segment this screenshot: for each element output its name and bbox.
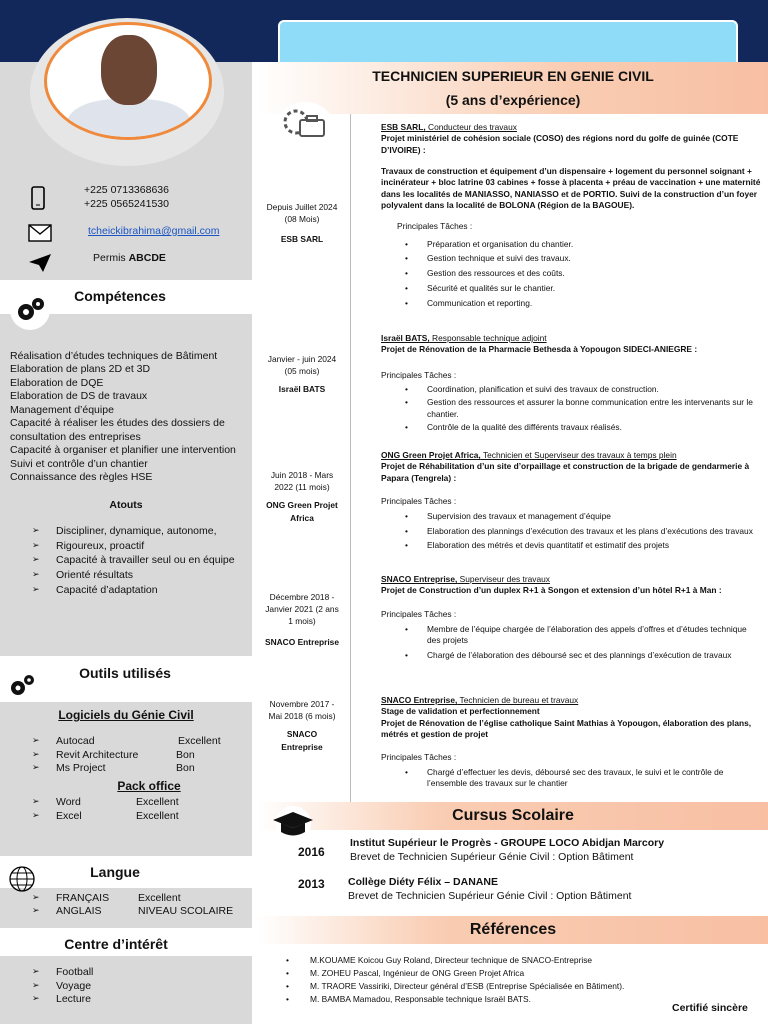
job-role: Superviseur des travaux bbox=[457, 574, 550, 584]
job-company: ESB SARL, bbox=[381, 122, 426, 132]
job-company-short: SNACO Entreprise bbox=[265, 636, 339, 647]
competence-item: Réalisation d’études techniques de Bâtiment bbox=[10, 350, 218, 362]
atout-item: ➢ Capacité à travailler seul ou en équipe bbox=[32, 553, 248, 568]
competences-title: Compétences bbox=[74, 288, 166, 304]
reference-text: M.KOUAME Koicou Guy Roland, Directeur technique de SNACO-Entreprise bbox=[310, 955, 593, 965]
tasks-list bbox=[381, 767, 761, 790]
cursus-school: Collège Diéty Félix – DANANE bbox=[348, 876, 498, 888]
job-date bbox=[258, 591, 346, 648]
tasks-label: Principales Tâches : bbox=[381, 608, 457, 619]
outils-title: Outils utilisés bbox=[79, 665, 171, 681]
logiciels-list bbox=[32, 735, 248, 776]
logiciel-name: Revit Architecture bbox=[56, 748, 139, 761]
logiciel-name: Autocad bbox=[56, 735, 95, 747]
job-date-range: Depuis Juillet 2024 bbox=[266, 202, 338, 212]
job-date bbox=[258, 353, 346, 396]
job-project: Projet de Construction d’un duplex R+1 à Songon et extension d’un hôtel R+1 à Man : bbox=[381, 585, 722, 596]
job-description: Travaux de construction et équipement d’un dispensaire + logement du personnel soignant + incinérateur + bloc latrine 03 cabines + fosse à placenta + préau de vaccination + une maternité dans les localités de MANIASSO, NANIASSO et de PORTIO. Suivi de la construction d’un foyer polyvalent dans la localité de BOLONA (Région de la BAGOUE). bbox=[381, 166, 761, 211]
logiciel-name: Ms Project bbox=[56, 762, 106, 775]
langue-item bbox=[32, 905, 248, 918]
mail-icon bbox=[28, 224, 52, 242]
task-item: • Sécurité et qualités sur le chantier. bbox=[381, 281, 761, 296]
job-company-short: ONG Green Projet Africa bbox=[266, 500, 338, 523]
cursus-title: Cursus Scolaire bbox=[452, 807, 574, 824]
job-project: Stage de validation et perfectionnement bbox=[381, 706, 540, 717]
phone-number-1: +225 0713368636 bbox=[84, 184, 169, 196]
references-list bbox=[286, 954, 756, 1006]
task-item: • Membre de l’équipe chargée de l’élaboration des appels d’offres et d’études technique des projets bbox=[381, 624, 761, 647]
logiciels-title: Logiciels du Génie Civil bbox=[58, 708, 194, 722]
task-item: • Contrôle de la qualité des différents travaux réalisés. bbox=[381, 422, 761, 433]
reference-item: • M. BAMBA Mamadou, Responsable technique Israël BATS. bbox=[286, 994, 531, 1005]
job-company-short: ESB SARL bbox=[280, 234, 324, 245]
job-project: Projet de Rénovation de la Pharmacie Bethesda à Yopougon SIDECI-ANIEGRE : bbox=[381, 344, 698, 355]
cursus-diploma: Brevet de Technicien Supérieur Génie Civil : Option Bâtiment bbox=[350, 851, 634, 864]
job-company: Israël BATS, bbox=[381, 333, 430, 343]
interet-item: ➢ Voyage bbox=[32, 980, 248, 994]
gears-icon bbox=[10, 290, 50, 330]
atouts-list bbox=[32, 524, 248, 597]
competence-item: Suivi et contrôle d’un chantier bbox=[10, 457, 148, 470]
reference-item: • M. ZOHEU Pascal, Ingénieur de ONG Green Projet Africa bbox=[286, 968, 525, 979]
langue-level: Excellent bbox=[138, 892, 181, 904]
reference-item: • M. TRAORE Vassiriki, Directeur général d’ESB (Entreprise Spécialisée en Bâtiment). bbox=[286, 981, 625, 992]
competence-item: Management d’équipe bbox=[10, 403, 114, 416]
task-item: • Chargé d’effectuer les devis, déboursé sec des travaux, le suivi et le contrôle de l’ensemble des travaux sur le chantier bbox=[381, 767, 761, 790]
pack-office-title: Pack office bbox=[117, 779, 181, 793]
job-project: Projet de Réhabilitation d’un site d’orpaillage et construction de la brigade de gendarmerie à Papara (Tengrela) : bbox=[381, 461, 750, 483]
pack-item bbox=[32, 810, 248, 824]
atout-item: ➢ Discipliner, dynamique, autonome, bbox=[32, 524, 248, 539]
job-project: Projet ministériel de cohésion sociale (COSO) des régions nord du golfe de guinée (COTE D’IVOIRE) : bbox=[381, 133, 739, 155]
cursus-year: 2016 bbox=[298, 845, 325, 859]
tasks-list bbox=[381, 624, 761, 661]
pack-level: Excellent bbox=[136, 809, 179, 822]
job-date bbox=[258, 698, 346, 753]
logiciel-level: Bon bbox=[176, 748, 195, 761]
tasks-label: Principales Tâches : bbox=[381, 496, 457, 507]
job-role: Conducteur des travaux bbox=[425, 122, 517, 132]
graduation-cap-icon bbox=[270, 806, 316, 842]
logiciel-level: Excellent bbox=[178, 735, 221, 747]
logiciel-item bbox=[32, 749, 248, 763]
task-item: • Chargé de l’élaboration des déboursé sec et des plannings d’exécution de travaux bbox=[381, 650, 761, 661]
job-entry bbox=[381, 695, 761, 789]
job-role: Responsable technique adjoint bbox=[429, 333, 547, 343]
reference-item: • M.KOUAME Koicou Guy Roland, Directeur technique de SNACO-Entreprise bbox=[286, 955, 593, 965]
tasks-list bbox=[381, 384, 761, 433]
job-company: ONG Green Projet Africa, bbox=[381, 450, 481, 460]
gears-icon bbox=[6, 670, 38, 702]
photo-shirt bbox=[67, 99, 191, 140]
langue-list bbox=[32, 892, 248, 918]
job-date-range: Novembre 2017 - Mai 2018 (6 mois) bbox=[268, 699, 336, 722]
cursus-entry bbox=[348, 875, 631, 903]
logiciel-item bbox=[32, 735, 248, 749]
reference-text: M. BAMBA Mamadou, Responsable technique Israël BATS. bbox=[310, 994, 531, 1005]
job-duration: (08 Mois) bbox=[284, 214, 320, 225]
task-item: • Gestion des ressources et des coûts. bbox=[381, 266, 761, 281]
cursus-entry bbox=[350, 836, 664, 864]
langue-item bbox=[32, 892, 248, 905]
references-title: Références bbox=[469, 921, 557, 938]
job-date-range: Décembre 2018 - Janvier 2021 (2 ans 1 mois) bbox=[265, 592, 339, 627]
cursus-diploma: Brevet de Technicien Supérieur Génie Civil : Option Bâtiment bbox=[348, 890, 632, 903]
tasks-list bbox=[381, 511, 761, 551]
atout-item: ➢ Capacité d’adaptation bbox=[32, 583, 248, 598]
email-link[interactable]: tcheickibrahima@gmail.com bbox=[88, 225, 220, 237]
references-band bbox=[258, 916, 768, 944]
competence-item: Capacité à réaliser les études des dossiers de consultation des entreprises bbox=[10, 417, 225, 443]
pack-name: Word bbox=[56, 796, 81, 808]
job-entry bbox=[381, 333, 761, 433]
task-item: • Gestion technique et suivi des travaux. bbox=[381, 251, 761, 266]
job-project-2: Projet de Rénovation de l’église catholique Saint Mathias à Yopougon, élaboration des plans, métrés et gestion de projet bbox=[381, 717, 752, 740]
pack-name: Excel bbox=[56, 809, 82, 822]
job-date-range: Juin 2018 - Mars 2022 (11 mois) bbox=[270, 470, 334, 493]
langue-level: NIVEAU SCOLAIRE bbox=[138, 905, 234, 918]
task-item: • Elaboration des plannings d’exécution des travaux et les plans d’exécutions des travaux bbox=[381, 526, 761, 537]
task-item: • Gestion des ressources et assurer la bonne communication entre les intervenants sur le chantier. bbox=[381, 397, 761, 420]
job-company-short: SNACO Entreprise bbox=[281, 729, 323, 752]
job-company: SNACO Entreprise, bbox=[381, 695, 458, 705]
cursus-year: 2013 bbox=[298, 877, 325, 891]
competence-item: Elaboration de DS de travaux bbox=[10, 390, 148, 403]
interet-item: ➢ Lecture bbox=[32, 993, 248, 1007]
job-date bbox=[258, 469, 346, 524]
logiciel-level: Bon bbox=[176, 762, 195, 775]
tasks-label: Principales Tâches : bbox=[381, 369, 457, 380]
job-entry bbox=[381, 122, 761, 310]
pack-list bbox=[32, 796, 248, 823]
logiciel-item bbox=[32, 762, 248, 776]
job-entry bbox=[381, 574, 761, 661]
globe-icon bbox=[8, 866, 36, 892]
job-date-range: Janvier - juin 2024 bbox=[267, 354, 337, 364]
pack-level: Excellent bbox=[136, 796, 179, 808]
competence-item: Elaboration de plans 2D et 3D bbox=[10, 363, 151, 376]
tasks-label: Principales Tâches : bbox=[397, 221, 473, 232]
paper-plane-icon bbox=[28, 253, 52, 273]
job-company-short: Israël BATS bbox=[278, 384, 326, 395]
timeline-line bbox=[350, 114, 351, 804]
phone-number-2: +225 0565241530 bbox=[84, 197, 169, 210]
experience-subtitle: (5 ans d’expérience) bbox=[445, 92, 581, 108]
cursus-school: Institut Supérieur le Progrès - GROUPE LOCO Abidjan Marcory bbox=[350, 837, 665, 849]
interets-title: Centre d’intérêt bbox=[64, 936, 168, 952]
permis-value: ABCDE bbox=[128, 252, 166, 264]
competence-item: Capacité à organiser et planifier une intervention bbox=[10, 444, 236, 457]
reference-text: M. TRAORE Vassiriki, Directeur général d’ESB (Entreprise Spécialisée en Bâtiment). bbox=[310, 981, 625, 992]
task-item: • Préparation et organisation du chantier. bbox=[381, 237, 761, 252]
briefcase-gear-icon bbox=[278, 102, 332, 144]
cursus-band bbox=[258, 802, 768, 830]
atout-item: ➢ Orienté résultats bbox=[32, 568, 248, 583]
job-role: Technicien et Superviseur des travaux à temps plein bbox=[480, 450, 677, 460]
pack-item bbox=[32, 796, 248, 810]
competence-item: Connaissance des règles HSE bbox=[10, 470, 153, 483]
photo-face bbox=[101, 35, 157, 105]
job-role: Technicien de bureau et travaux bbox=[457, 695, 579, 705]
tasks-label: Principales Tâches : bbox=[381, 752, 457, 763]
reference-text: M. ZOHEU Pascal, Ingénieur de ONG Green Projet Africa bbox=[310, 968, 525, 979]
task-item: • Coordination, planification et suivi des travaux de construction. bbox=[381, 384, 761, 395]
job-duration: (05 mois) bbox=[284, 366, 320, 377]
langue-title: Langue bbox=[90, 864, 140, 880]
interets-list bbox=[32, 966, 248, 1007]
task-item: • Supervision des travaux et management d’équipe bbox=[381, 511, 761, 522]
job-date bbox=[258, 201, 346, 246]
langue-name: FRANÇAIS bbox=[56, 892, 110, 904]
permis-label: Permis bbox=[93, 252, 129, 264]
langue-name: ANGLAIS bbox=[56, 905, 102, 918]
atouts-title: Atouts bbox=[109, 499, 143, 511]
phone-icon bbox=[30, 186, 46, 210]
competence-item: Elaboration de DQE bbox=[10, 376, 104, 389]
certified-text: Certifié sincère bbox=[672, 1002, 748, 1014]
job-company: SNACO Entreprise, bbox=[381, 574, 458, 584]
job-entry bbox=[381, 450, 761, 551]
tasks-list bbox=[381, 237, 761, 311]
profile-photo bbox=[44, 22, 212, 140]
task-item: • Elaboration des métrés et devis quantitatif et estimatif des projets bbox=[381, 540, 761, 551]
job-title: TECHNICIEN SUPERIEUR EN GENIE CIVIL bbox=[372, 68, 654, 84]
atout-item: ➢ Rigoureux, proactif bbox=[32, 539, 248, 554]
interet-item: ➢ Football bbox=[32, 966, 248, 980]
header-box bbox=[278, 20, 738, 66]
task-item: • Communication et reporting. bbox=[381, 296, 761, 311]
competences-list bbox=[10, 350, 246, 484]
permis bbox=[93, 252, 166, 264]
